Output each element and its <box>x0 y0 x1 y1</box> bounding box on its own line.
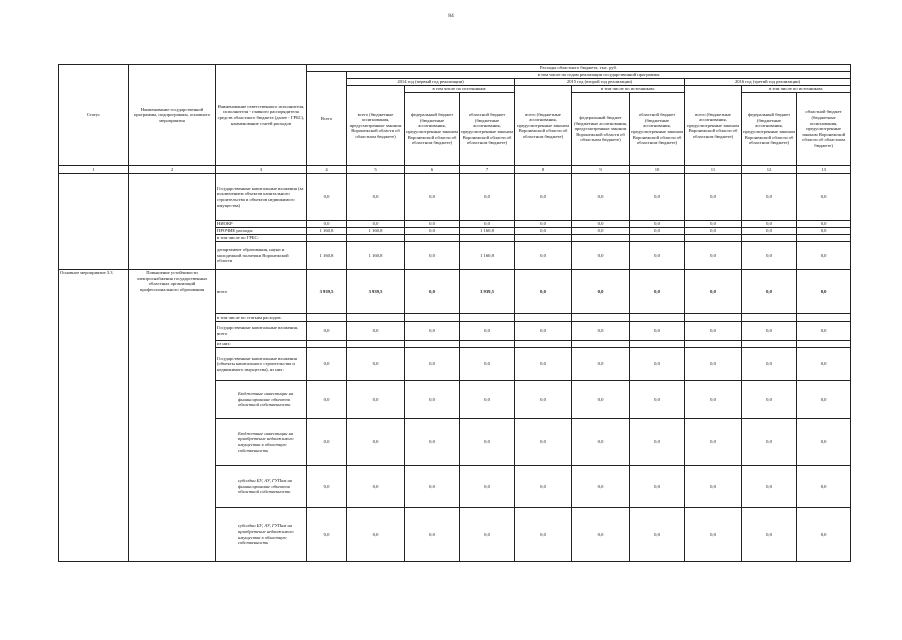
header-federal-2016: федеральный бюджет (бюджетные ассигнования, предусмотренные законом Воронежской области об областном бюджете) <box>742 93 797 166</box>
header-by-sources-2014: в том числе по источникам: <box>405 86 515 93</box>
value-cell: 0,0 <box>685 419 742 466</box>
value-cell: 0,0 <box>405 221 460 228</box>
header-status: Статус <box>59 65 129 166</box>
row-label: Бюджетные инвестиции на приобретение недвижимого имущества в областную собственность <box>216 419 307 466</box>
column-number: 7 <box>460 166 515 174</box>
row-label: Государственные капитальные вложения (за исключением объектов капитального строительства и объектов недвижимого имущества) <box>216 174 307 221</box>
value-cell: 0,0 <box>630 508 685 562</box>
value-cell <box>685 235 742 242</box>
value-cell: 0,0 <box>630 348 685 381</box>
value-cell: 0,0 <box>460 466 515 508</box>
header-regional-2016: областной бюджет (бюджетные ассигнования, предусмотренные законом Воронежской области об областном бюджете) <box>797 93 851 166</box>
value-cell: 0,0 <box>572 174 630 221</box>
value-cell <box>405 235 460 242</box>
value-cell: 0,0 <box>405 381 460 419</box>
value-cell <box>460 314 515 322</box>
row-label: в том числе по статьям расходов: <box>216 314 307 322</box>
value-cell: 0,0 <box>572 348 630 381</box>
value-cell: 1 160,8 <box>307 228 347 235</box>
column-number: 9 <box>572 166 630 174</box>
value-cell <box>572 341 630 348</box>
value-cell: 0,0 <box>307 348 347 381</box>
value-cell <box>515 235 572 242</box>
value-cell: 0,0 <box>685 174 742 221</box>
value-cell <box>630 314 685 322</box>
column-numbers-row <box>59 166 851 174</box>
value-cell: 0,0 <box>307 466 347 508</box>
column-number: 4 <box>307 166 347 174</box>
value-cell: 0,0 <box>460 221 515 228</box>
value-cell: 0,0 <box>307 419 347 466</box>
value-cell: 0,0 <box>742 466 797 508</box>
row-label: ПРОЧИЕ расходы <box>216 228 307 235</box>
row-label: в том числе по ГРБС: <box>216 235 307 242</box>
header-total-year-2015: всего (бюджетные ассигнования, предусмотренные законом Воронежской области об областном бюджете) <box>515 86 572 166</box>
event-total-row <box>59 270 851 314</box>
value-cell: 0,0 <box>515 322 572 341</box>
value-cell <box>630 235 685 242</box>
value-cell: 0,0 <box>572 270 630 314</box>
row-label: департамент образования, науки и молодежной политики Воронежской области <box>216 242 307 270</box>
value-cell: 0,0 <box>572 242 630 270</box>
table-row <box>59 174 851 221</box>
value-cell <box>347 314 405 322</box>
value-cell: 0,0 <box>347 322 405 341</box>
value-cell: 0,0 <box>630 174 685 221</box>
header-program-name: Наименование государственной программы, подпрограммы, основного мероприятия <box>129 65 216 166</box>
value-cell <box>685 314 742 322</box>
row-label: Бюджетные инвестиции на финансирование объектов областной собственности <box>216 381 307 419</box>
value-cell: 0,0 <box>515 174 572 221</box>
value-cell <box>460 341 515 348</box>
value-cell: 0,0 <box>347 221 405 228</box>
value-cell: 0,0 <box>797 419 851 466</box>
header-regional-2014: областной бюджет (бюджетные ассигнования, предусмотренные законом Воронежской области об областном бюджете) <box>460 93 515 166</box>
value-cell <box>307 341 347 348</box>
column-number: 3 <box>216 166 307 174</box>
value-cell: 0,0 <box>572 221 630 228</box>
row-label: всего <box>216 270 307 314</box>
row-label: субсидии БУ, АУ, ГУПам на финансирование объектов областной собственности <box>216 466 307 508</box>
value-cell: 0,0 <box>515 228 572 235</box>
value-cell <box>572 235 630 242</box>
value-cell <box>630 341 685 348</box>
value-cell: 0,0 <box>742 381 797 419</box>
value-cell: 0,0 <box>460 348 515 381</box>
value-cell: 0,0 <box>742 228 797 235</box>
program-name-cell-empty <box>129 174 216 270</box>
header-year-2016: 2016 год (третий год реализации) <box>685 79 851 86</box>
value-cell: 0,0 <box>515 270 572 314</box>
column-number: 6 <box>405 166 460 174</box>
value-cell: 0,0 <box>742 508 797 562</box>
value-cell: 0,0 <box>685 242 742 270</box>
header-federal-2015: федеральный бюджет (бюджетные ассигнования, предусмотренные законом Воронежской области об областном бюджете) <box>572 93 630 166</box>
value-cell: 0,0 <box>307 381 347 419</box>
column-number: 8 <box>515 166 572 174</box>
value-cell: 0,0 <box>572 419 630 466</box>
value-cell: 0,0 <box>742 242 797 270</box>
value-cell: 1 160,8 <box>347 228 405 235</box>
value-cell <box>742 314 797 322</box>
column-number: 12 <box>742 166 797 174</box>
row-label: Государственные капитальные вложения, всего <box>216 322 307 341</box>
value-cell: 0,0 <box>630 381 685 419</box>
header-expenses-title: Расходы областного бюджета, тыс. руб. <box>307 65 851 72</box>
value-cell: 0,0 <box>405 419 460 466</box>
value-cell: 0,0 <box>742 174 797 221</box>
value-cell <box>405 314 460 322</box>
value-cell: 1 160,8 <box>307 242 347 270</box>
value-cell: 0,0 <box>630 228 685 235</box>
value-cell: 0,0 <box>460 508 515 562</box>
value-cell <box>797 235 851 242</box>
value-cell <box>797 314 851 322</box>
row-label: субсидии БУ, АУ, ГУПам на приобретение недвижимого имущества в областную собственность <box>216 508 307 562</box>
value-cell: 0,0 <box>460 174 515 221</box>
column-number: 10 <box>630 166 685 174</box>
value-cell <box>307 314 347 322</box>
value-cell <box>685 341 742 348</box>
header-total-year-2016: всего (бюджетные ассигнования, предусмотренные законом Воронежской области об областном бюджете) <box>685 86 742 166</box>
value-cell: 0,0 <box>405 242 460 270</box>
value-cell: 0,0 <box>515 419 572 466</box>
value-cell: 0,0 <box>572 381 630 419</box>
value-cell: 0,0 <box>405 322 460 341</box>
value-cell: 0,0 <box>515 242 572 270</box>
value-cell: 0,0 <box>405 228 460 235</box>
value-cell: 0,0 <box>572 466 630 508</box>
header-year-2014: 2014 год (первый год реализации) <box>347 79 515 86</box>
value-cell: 0,0 <box>797 466 851 508</box>
row-label: из них: <box>216 341 307 348</box>
value-cell: 0,0 <box>515 221 572 228</box>
column-number: 11 <box>685 166 742 174</box>
value-cell: 0,0 <box>685 270 742 314</box>
value-cell: 3 939,5 <box>347 270 405 314</box>
value-cell: 0,0 <box>742 419 797 466</box>
value-cell: 0,0 <box>685 221 742 228</box>
value-cell: 0,0 <box>405 174 460 221</box>
value-cell: 0,0 <box>742 348 797 381</box>
value-cell: 0,0 <box>347 419 405 466</box>
value-cell: 0,0 <box>307 508 347 562</box>
value-cell: 0,0 <box>685 508 742 562</box>
value-cell: 0,0 <box>630 242 685 270</box>
value-cell <box>347 341 405 348</box>
value-cell: 3 939,5 <box>460 270 515 314</box>
row-label: Государственные капитальные вложения (объекты капитального строительства и недвижимого имущества), из них: <box>216 348 307 381</box>
value-cell: 0,0 <box>460 381 515 419</box>
value-cell: 0,0 <box>797 322 851 341</box>
value-cell: 0,0 <box>742 322 797 341</box>
value-cell: 1 160,8 <box>460 228 515 235</box>
value-cell <box>347 235 405 242</box>
value-cell: 0,0 <box>405 270 460 314</box>
value-cell: 0,0 <box>685 466 742 508</box>
value-cell: 0,0 <box>630 322 685 341</box>
value-cell <box>572 314 630 322</box>
header-federal-2014: федеральный бюджет (бюджетные ассигнования, предусмотренные законом Воронежской области об областном бюджете) <box>405 93 460 166</box>
header-total: Всего <box>307 72 347 166</box>
column-number: 13 <box>797 166 851 174</box>
header-by-years: в том числе по годам реализации государственной программы <box>347 72 851 79</box>
value-cell: 0,0 <box>797 228 851 235</box>
value-cell <box>742 235 797 242</box>
header-regional-2015: областной бюджет (бюджетные ассигнования, предусмотренные законом Воронежской области об областном бюджете) <box>630 93 685 166</box>
value-cell: 0,0 <box>797 174 851 221</box>
value-cell: 0,0 <box>685 322 742 341</box>
value-cell: 0,0 <box>347 381 405 419</box>
header-total-year-2014: всего (бюджетные ассигнования, предусмотренные законом Воронежской области об областном бюджете) <box>347 86 405 166</box>
value-cell: 0,0 <box>347 508 405 562</box>
value-cell: 0,0 <box>515 466 572 508</box>
value-cell: 0,0 <box>797 348 851 381</box>
value-cell: 1 160,8 <box>347 242 405 270</box>
value-cell: 0,0 <box>742 270 797 314</box>
header-by-sources-2015: в том числе по источникам: <box>572 86 685 93</box>
header-year-2015: 2015 год (второй год реализации) <box>515 79 685 86</box>
value-cell: 0,0 <box>572 508 630 562</box>
column-number: 5 <box>347 166 405 174</box>
value-cell <box>515 314 572 322</box>
value-cell: 0,0 <box>572 228 630 235</box>
value-cell: 0,0 <box>307 322 347 341</box>
column-number: 1 <box>59 166 129 174</box>
value-cell <box>405 341 460 348</box>
value-cell <box>460 235 515 242</box>
value-cell: 0,0 <box>630 419 685 466</box>
header-executor: Наименование ответственного исполнителя, исполнителя - главного распорядителя средств областного бюджета (далее - ГРБС), наименование статей расходов <box>216 65 307 166</box>
value-cell: 3 939,5 <box>307 270 347 314</box>
value-cell <box>515 341 572 348</box>
value-cell: 0,0 <box>307 174 347 221</box>
value-cell: 0,0 <box>572 322 630 341</box>
value-cell: 0,0 <box>460 419 515 466</box>
value-cell: 0,0 <box>347 174 405 221</box>
page-number: 84 <box>448 13 454 19</box>
value-cell: 0,0 <box>515 381 572 419</box>
event-name: Повышение устойчивости электроснабжения государственных областных организаций профессионального образования <box>129 270 216 562</box>
value-cell: 0,0 <box>460 322 515 341</box>
value-cell: 0,0 <box>405 348 460 381</box>
value-cell: 0,0 <box>347 348 405 381</box>
value-cell: 0,0 <box>797 242 851 270</box>
value-cell: 0,0 <box>515 508 572 562</box>
value-cell: 0,0 <box>405 466 460 508</box>
value-cell: 0,0 <box>797 508 851 562</box>
value-cell: 0,0 <box>742 221 797 228</box>
value-cell: 0,0 <box>347 466 405 508</box>
value-cell: 0,0 <box>405 508 460 562</box>
value-cell: 0,0 <box>630 466 685 508</box>
event-status: Основное мероприятие 3.3 <box>59 270 129 562</box>
row-label: НИОКР <box>216 221 307 228</box>
value-cell: 0,0 <box>515 348 572 381</box>
value-cell: 0,0 <box>797 270 851 314</box>
value-cell: 0,0 <box>630 221 685 228</box>
value-cell: 0,0 <box>685 381 742 419</box>
column-number: 2 <box>129 166 216 174</box>
value-cell: 0,0 <box>685 348 742 381</box>
budget-table <box>58 64 851 562</box>
value-cell: 0,0 <box>797 381 851 419</box>
value-cell: 0,0 <box>685 228 742 235</box>
value-cell <box>742 341 797 348</box>
value-cell <box>797 341 851 348</box>
header-by-sources-2016: в том числе по источникам: <box>742 86 851 93</box>
value-cell: 0,0 <box>630 270 685 314</box>
value-cell: 0,0 <box>307 221 347 228</box>
value-cell: 1 160,8 <box>460 242 515 270</box>
value-cell <box>307 235 347 242</box>
status-cell-empty <box>59 174 129 270</box>
value-cell: 0,0 <box>797 221 851 228</box>
